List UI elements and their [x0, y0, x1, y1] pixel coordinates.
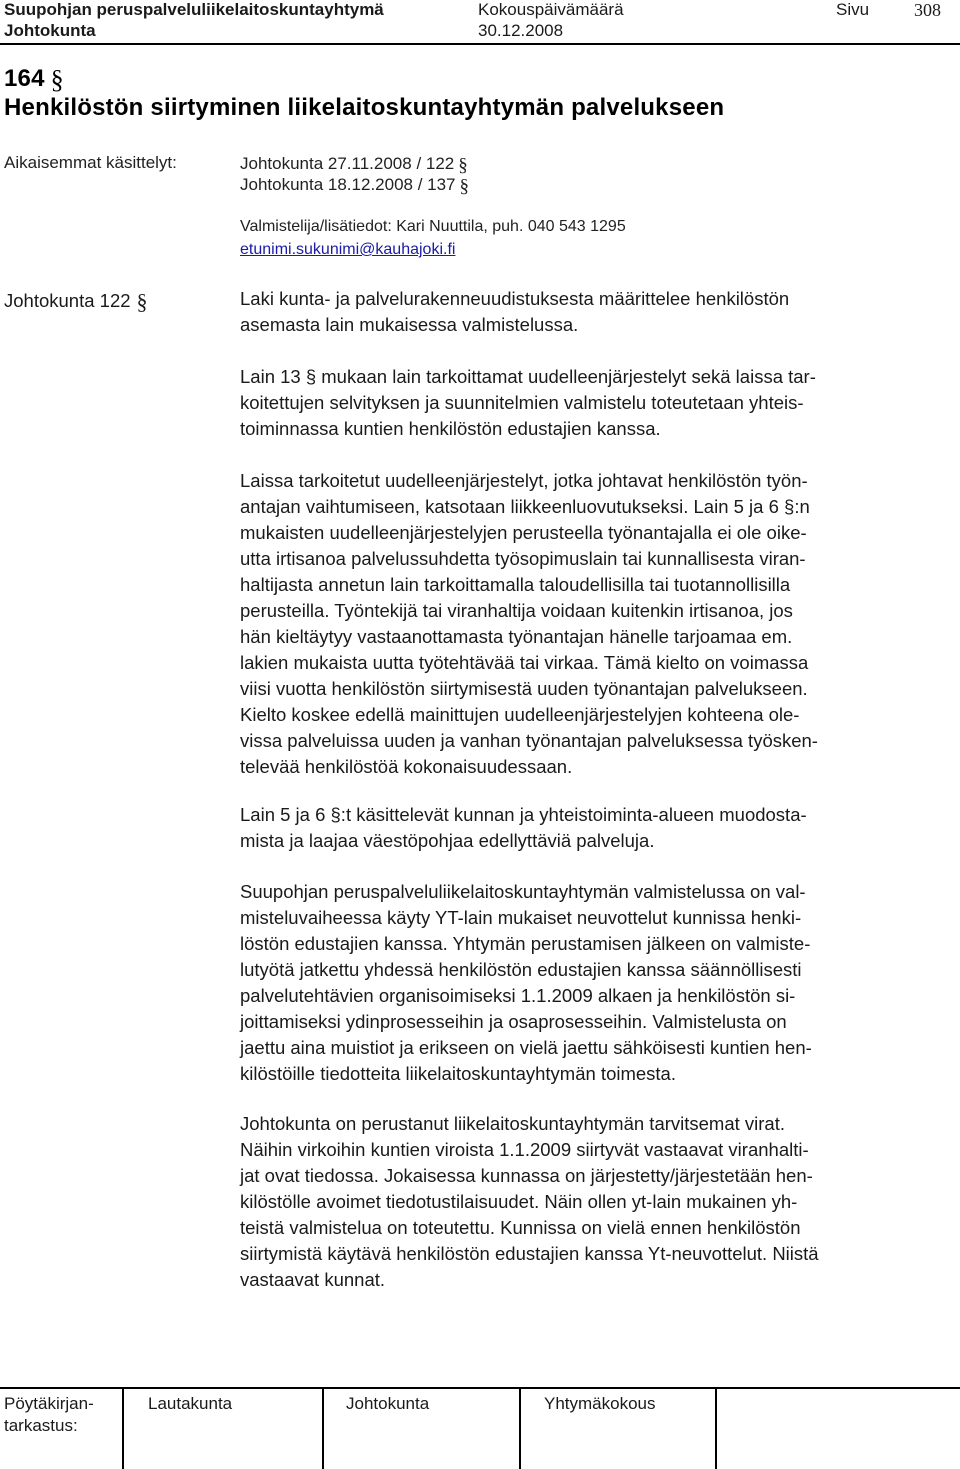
history-label: Aikaisemmat käsittelyt: — [4, 153, 177, 172]
footer-review-label-line1: Pöytäkirjan- — [4, 1394, 94, 1413]
text-line: antajan vaihtumiseen, katsotaan liikkeenluovutukseksi. Lain 5 ja 6 §:n — [240, 496, 810, 517]
decision-ref-label-text: Johtokunta 122 — [4, 290, 131, 311]
text-line: löstön edustajien kanssa. Yhtymän perustamisen jälkeen on valmiste- — [240, 933, 811, 954]
text-line: televää henkilöstöä kokonaisuudessaan. — [240, 756, 573, 777]
text-line: jaettu aina muistiot ja erikseen on vielä jaettu sähköisesti kuntien hen- — [240, 1037, 812, 1058]
text-line: vastaavat kunnat. — [240, 1269, 386, 1290]
text-line: koitettujen selvityksen ja suunnitelmien valmistelu toteutetaan yhteis- — [240, 392, 804, 413]
text-line: Lain 13 § mukaan lain tarkoittamat uudelleenjärjestelyt sekä laissa tar- — [240, 366, 816, 387]
history-entry — [240, 153, 472, 175]
text-line: Lain 5 ja 6 §:t käsittelevät kunnan ja yhteistoiminta-alueen muodosta- — [240, 804, 807, 825]
footer-review-label-line2: tarkastus: — [4, 1416, 78, 1435]
preparer-email-link[interactable]: etunimi.sukunimi@kauhajoki.fi — [240, 241, 456, 258]
footer-column-divider — [519, 1389, 521, 1469]
paragraph-3 — [240, 802, 930, 854]
footer-column-divider — [122, 1389, 124, 1469]
text-line: misteluvaiheessa käyty YT-lain mukaiset neuvottelut kunnissa henki- — [240, 907, 802, 928]
paragraph-2 — [240, 468, 930, 780]
text-line: lutyötä jatkettu yhdessä henkilöstön edustajien kanssa säännöllisesti — [240, 959, 802, 980]
text-line: palvelutehtävien organisoimiseksi 1.1.2009 alkaen ja henkilöstön si- — [240, 985, 796, 1006]
paragraph-4 — [240, 879, 930, 1087]
section-title: Henkilöstön siirtyminen liikelaitoskuntayhtymän palvelukseen — [4, 94, 725, 121]
text-line: Johtokunta on perustanut liikelaitoskuntayhtymän tarvitsemat virat. — [240, 1113, 786, 1134]
text-line: utta irtisanoa palvelussuhdetta työsopimuslain tai kunnallisesta viran- — [240, 548, 806, 569]
text-line: teistä valmistelua on toteutettu. Kunnissa on vielä ennen henkilöstön — [240, 1217, 801, 1238]
text-line: vissa palveluissa uuden ja vanhan työnantajan palveluksessa työsken- — [240, 730, 818, 751]
text-line: Kielto koskee edellä mainittujen uudelleenjärjestelyjen kohteena ole- — [240, 704, 800, 725]
text-line: kilöstöille tiedotteita liikelaitoskuntayhtymän toimesta. — [240, 1063, 676, 1084]
text-line: haltijasta annetun lain tarkoittamalla taloudellisilla tai tuotannollisilla — [240, 574, 791, 595]
text-line: lakien mukaista uutta työtehtävää tai virkaa. Tämä kielto on voimassa — [240, 652, 809, 673]
section-mark-icon: § — [136, 289, 148, 314]
history-entry-text: Johtokunta 18.12.2008 / 137 — [240, 175, 456, 194]
text-line: Näihin virkoihin kuntien viroista 1.1.2009 siirtyvät vastaavat viranhalti- — [240, 1139, 809, 1160]
header-meeting-date: 30.12.2008 — [478, 21, 564, 40]
text-line: siirtymistä käytävä henkilöstön edustajien kanssa Yt-neuvottelut. Niistä — [240, 1243, 819, 1264]
text-line: perusteilla. Työntekijä tai viranhaltija voidaan kuitenkin irtisanoa, jos — [240, 600, 793, 621]
text-line: mukaisten uudelleenjärjestelyjen perusteella työnantajalla ei ole oike- — [240, 522, 807, 543]
header-org: Suupohjan peruspalveluliikelaitoskuntayhtymä — [4, 0, 384, 19]
text-line: asemasta lain mukaisessa valmistelussa. — [240, 314, 579, 335]
text-line: joittamiseksi ydinprosesseihin ja osaprosesseihin. Valmistelusta on — [240, 1011, 787, 1032]
text-line: viisi vuotta henkilöstön siirtymisestä uuden työnantajan palvelukseen. — [240, 678, 808, 699]
footer-assembly-label: Yhtymäkokous — [544, 1394, 656, 1413]
section-number-line — [4, 63, 70, 93]
footer-divider — [0, 1387, 960, 1389]
text-line: Laki kunta- ja palvelurakenneuudistuksesta määrittelee henkilöstön — [240, 288, 790, 309]
history-entry — [240, 174, 473, 196]
section-number: 164 — [4, 65, 45, 92]
paragraph-1 — [240, 364, 930, 442]
header-meeting-date-label: Kokouspäivämäärä — [478, 0, 624, 19]
decision-ref-label — [4, 287, 154, 313]
text-line: Laissa tarkoitetut uudelleenjärjestelyt, jotka johtavat henkilöstön työn- — [240, 470, 808, 491]
footer-directors-label: Johtokunta — [346, 1394, 430, 1413]
text-line: hän kieltäytyy vastaanottamasta työnantajan hänelle tarjoamaa em. — [240, 626, 793, 647]
text-line: jat ovat tiedossa. Jokaisessa kunnassa on järjestetty/järjestetään hen- — [240, 1165, 813, 1186]
page-header — [0, 0, 960, 44]
section-mark-icon: § — [458, 155, 468, 176]
text-line: kilöstölle avoimet tiedotustilaisuudet. Näin ollen yt-lain mukainen yh- — [240, 1191, 798, 1212]
decision-ref-text — [240, 286, 930, 338]
section-mark-icon: § — [50, 65, 64, 94]
footer-column-divider — [715, 1389, 717, 1469]
header-divider — [0, 43, 960, 45]
paragraph-5 — [240, 1111, 930, 1293]
header-page-label: Sivu — [836, 0, 870, 19]
header-page-number: 308 — [914, 0, 941, 20]
text-line: toiminnassa kuntien henkilöstön edustajien kanssa. — [240, 418, 661, 439]
header-body-name: Johtokunta — [4, 21, 96, 40]
text-line: Suupohjan peruspalveluliikelaitoskuntayhtymän valmistelussa on val- — [240, 881, 806, 902]
history-entry-text: Johtokunta 27.11.2008 / 122 — [240, 154, 455, 173]
footer-board-label: Lautakunta — [148, 1394, 233, 1413]
preparer-info: Valmistelija/lisätiedot: Kari Nuuttila, puh. 040 543 1295 — [240, 218, 626, 235]
section-mark-icon: § — [459, 176, 470, 197]
footer-column-divider — [322, 1389, 324, 1469]
text-line: mista ja laajaa väestöpohjaa edellyttäviä palveluja. — [240, 830, 655, 851]
